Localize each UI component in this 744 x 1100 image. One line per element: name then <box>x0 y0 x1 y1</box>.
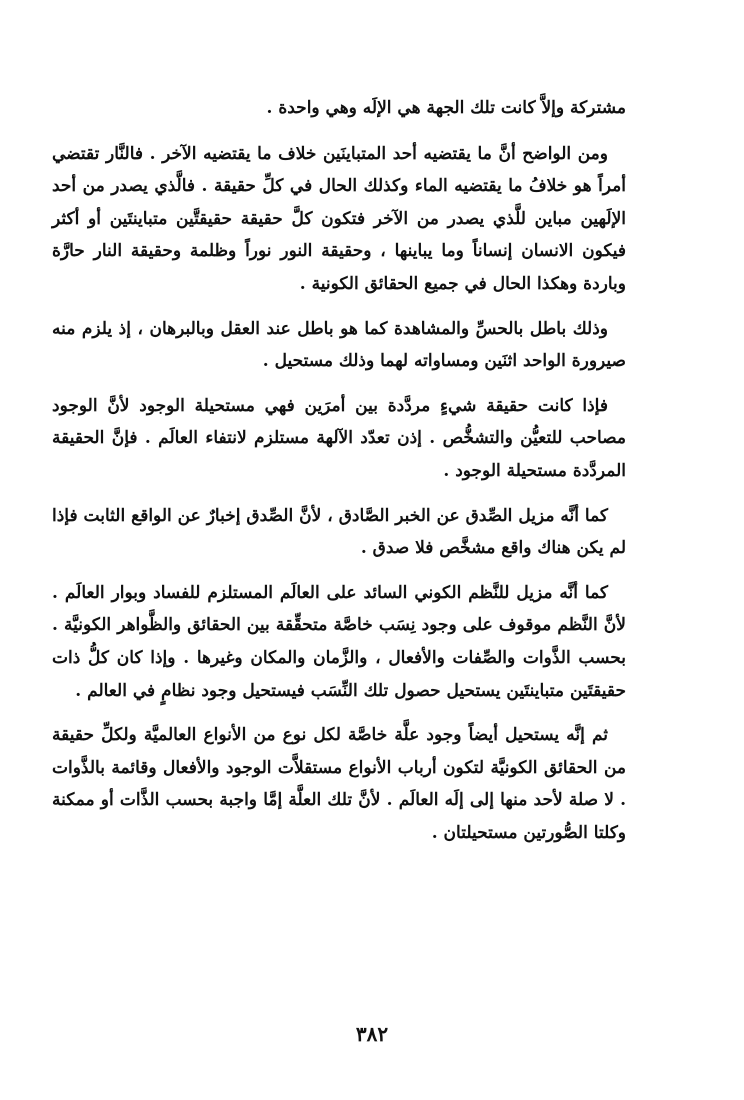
paragraph-2: ومن الواضح أنَّ ما يقتضيه أحد المتباينَين خلاف ما يقتضيه الآخر . فالنَّار تقتضي أمراً هو خلافُ ما يقتضيه الماء وكذلك الحال في كلِّ حقيقة . فالَّذي يصدر من أحد الإلَهين مباين للَّذي يصدر من الآخر فتكون كلَّ حقيقة حقيقتَّين متباينتَين أو أكثر فيكون الانسان إنساناً وما يباينها ، وحقيقة النور نوراً وظلمة وحقيقة النار حارَّة وباردة وهكذا الحال في جميع الحقائق الكونية . <box>52 143 626 294</box>
page-number: ٣٨٢ <box>355 1022 389 1046</box>
paragraph-7: ثم إنَّه يستحيل أيضاً وجود علَّة خاصَّة لكل نوع من الأنواع العالميَّة ولكلِّ حقيقة من الحقائق الكونيَّة لتكون أرباب الأنواع مستقلاَّت الوجود والأفعال وقائمة بالذَّوات . لا صلة لأحد منها إلى إلَه العالَم . لأنَّ تلك العلَّة إمَّا واجبة بحسب الذَّات أو ممكنة وكلتا الصُّورتين مستحيلتان . <box>52 725 626 843</box>
paragraph-4: فإذا كانت حقيقة شيءٍ مردَّدة بين أمرَين فهي مستحيلة الوجود لأنَّ الوجود مصاحب للتعيُّن والتشخُّص . إذن تعدّد الآلهة مستلزم لانتفاء العالَم . فإنَّ الحقيقة المردَّدة مستحيلة الوجود . <box>52 395 626 481</box>
paragraph-3: وذلك باطل بالحسِّ والمشاهدة كما هو باطل عند العقل وبالبرهان ، إذ يلزم منه صيرورة الواحد اثنَين ومساواته لهما وذلك مستحيل . <box>52 318 626 372</box>
paragraph-5: كما أنَّه مزيل الصِّدق عن الخبر الصَّادق ، لأنَّ الصِّدق إخبارٌ عن الواقع الثابت فإذا لم يكن هناك واقع مشخَّص فلا صدق . <box>52 505 626 559</box>
paragraph-1: مشتركة وإلاَّ كانت تلك الجهة هي الإلَه وهي واحدة . <box>266 98 626 118</box>
page-body-text <box>52 92 626 861</box>
paragraph-6: كما أنَّه مزيل للنَّظم الكوني السائد على العالَم المستلزم للفساد وبوار العالَم . لأنَّ النَّظم موقوف على وجود نِسَب خاصَّة متحقِّقة بين الحقائق والظَّواهر الكونيَّة . بحسب الذَّوات والصِّفات والأفعال ، والزَّمان والمكان وغيرها . وإذا كان كلُّ ذات حقيقتَين متباينتَين يستحيل حصول تلك النِّسَب فيستحيل وجود نظامٍ في العالم . <box>52 582 626 701</box>
